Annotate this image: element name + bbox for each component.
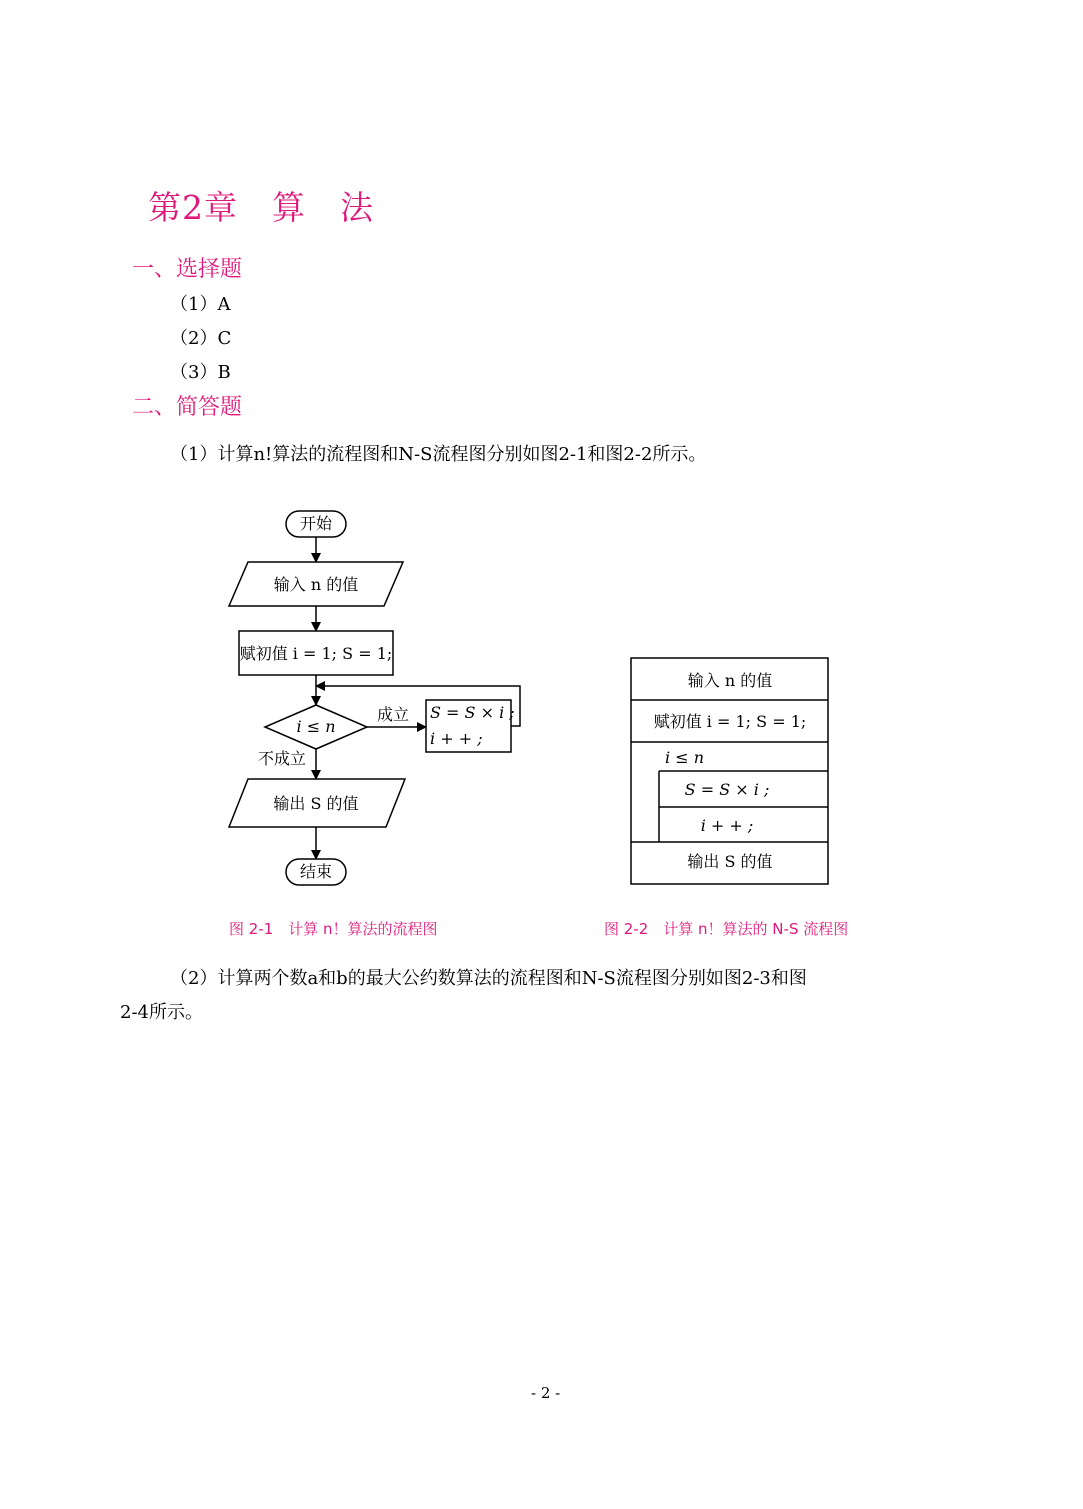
figure-caption-2-1: 图 2-1 计算 n！算法的流程图 [229, 920, 438, 938]
ns-body-line2: i + + ; [700, 816, 754, 835]
page-number: - 2 - [531, 1384, 561, 1402]
flow-input-label: 输入 n 的值 [273, 575, 359, 594]
flow-body-line2: i + + ; [430, 729, 483, 748]
flow-yes-label: 成立 [376, 705, 410, 724]
chapter-title: 第2章 算 法 [148, 188, 374, 227]
answer-1: （1）A [170, 294, 231, 315]
flow-condition-label: i ≤ n [296, 717, 336, 736]
ns-loop-condition: i ≤ n [665, 748, 704, 767]
flow-output-label: 输出 S 的值 [273, 794, 359, 813]
ns-body-line1: S = S × i ; [684, 780, 770, 799]
answer-2: （2）C [170, 328, 232, 349]
flow-no-label: 不成立 [257, 749, 307, 768]
figure-caption-2-2: 图 2-2 计算 n！算法的 N-S 流程图 [604, 920, 849, 938]
question-2-text-line2: 2-4所示。 [120, 1002, 203, 1023]
section-title-choice: 一、选择题 [132, 257, 243, 282]
flow-init-label: 赋初值 i = 1; S = 1; [239, 644, 393, 663]
answer-3: （3）B [170, 362, 231, 383]
ns-input-label: 输入 n 的值 [687, 671, 773, 690]
flow-start-label: 开始 [299, 514, 333, 533]
flow-end-label: 结束 [299, 862, 333, 881]
question-2-text-line1: （2）计算两个数a和b的最大公约数算法的流程图和N-S流程图分别如图2-3和图 [170, 968, 807, 989]
ns-output-label: 输出 S 的值 [687, 852, 773, 871]
ns-chart [631, 658, 828, 884]
ns-init-label: 赋初值 i = 1; S = 1; [653, 712, 807, 731]
flow-body-line1: S = S × i ; [430, 703, 515, 722]
question-1-text: （1）计算n!算法的流程图和N-S流程图分别如图2-1和图2-2所示。 [170, 444, 707, 465]
section-title-short-answer: 二、简答题 [132, 395, 243, 420]
